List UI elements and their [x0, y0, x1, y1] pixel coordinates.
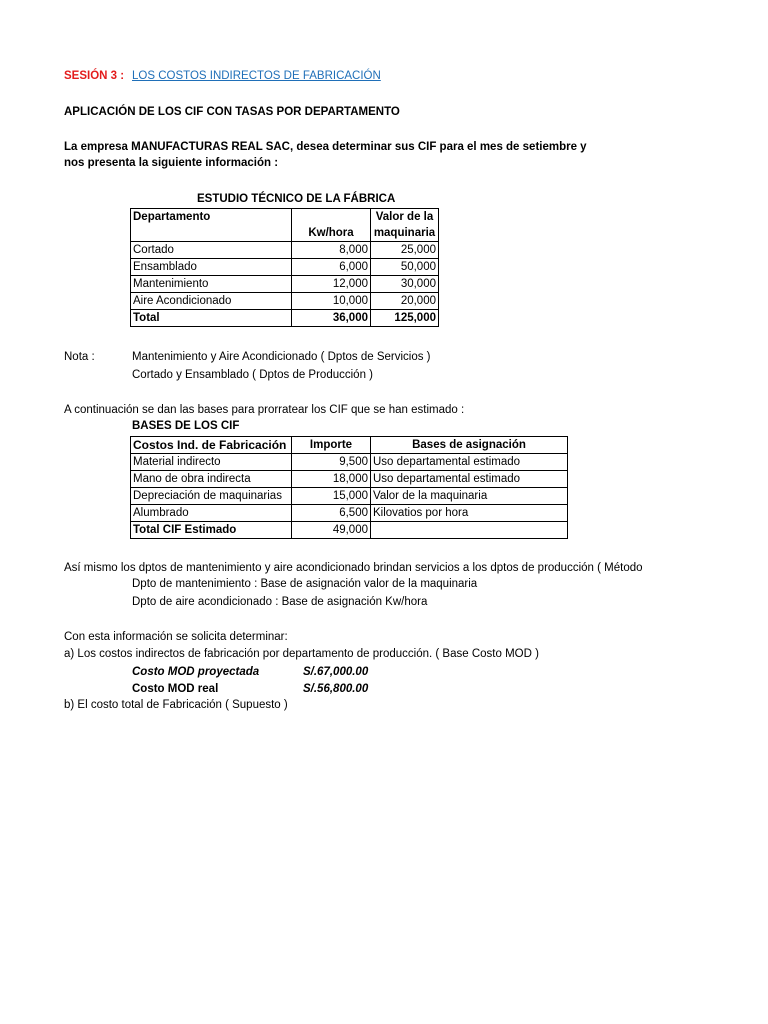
- cell-dept: Ensamblado: [131, 259, 292, 276]
- table-row: [131, 293, 439, 310]
- cell-dept: Aire Acondicionado: [131, 293, 292, 310]
- table-row: [131, 471, 568, 488]
- cell-bases: Uso departamental estimado: [371, 471, 568, 488]
- total-label: Total: [131, 310, 292, 327]
- asimismo-line-3: Dpto de aire acondicionado : Base de asignación Kw/hora: [132, 596, 428, 608]
- total-bases: [371, 522, 568, 539]
- table-row: [131, 242, 439, 259]
- cell-importe: 18,000: [292, 471, 371, 488]
- table-row: [131, 454, 568, 471]
- table-row: [131, 276, 439, 293]
- total-row: [131, 310, 439, 327]
- cell-valor: 30,000: [371, 276, 439, 293]
- cell-costos: Material indirecto: [131, 454, 292, 471]
- header-valor-2: maquinaria: [371, 225, 439, 242]
- total-label: Total CIF Estimado: [131, 522, 292, 539]
- cell-importe: 9,500: [292, 454, 371, 471]
- total-importe: 49,000: [292, 522, 371, 539]
- cell-costos: Depreciación de maquinarias: [131, 488, 292, 505]
- header-costos: Costos Ind. de Fabricación: [131, 437, 292, 454]
- page-subtitle: APLICACIÓN DE LOS CIF CON TASAS POR DEPARTAMENTO: [64, 106, 400, 118]
- cell-valor: 50,000: [371, 259, 439, 276]
- intro-line-1: La empresa MANUFACTURAS REAL SAC, desea determinar sus CIF para el mes de setiembre y: [64, 141, 587, 153]
- cell-valor: 20,000: [371, 293, 439, 310]
- mod-real-value: S/.56,800.00: [303, 683, 369, 695]
- cell-kw: 12,000: [292, 276, 371, 293]
- asimismo-line-2: Dpto de mantenimiento : Base de asignación valor de la maquinaria: [132, 578, 478, 590]
- total-kw: 36,000: [292, 310, 371, 327]
- cell-costos: Alumbrado: [131, 505, 292, 522]
- total-row: [131, 522, 568, 539]
- cell-kw: 6,000: [292, 259, 371, 276]
- solicita-item-b: b) El costo total de Fabricación ( Supuesto ): [64, 699, 288, 711]
- asimismo-line-1: Así mismo los dptos de mantenimiento y aire acondicionado brindan servicios a los dptos de producción ( Método: [64, 562, 643, 574]
- solicita-intro: Con esta información se solicita determinar:: [64, 631, 288, 643]
- cell-dept: Cortado: [131, 242, 292, 259]
- table-row: [131, 488, 568, 505]
- table-row: [131, 505, 568, 522]
- mod-proyectada-label: Costo MOD proyectada: [132, 666, 260, 678]
- cell-kw: 10,000: [292, 293, 371, 310]
- header-kw-hora: Kw/hora: [292, 225, 371, 242]
- header-importe: Importe: [292, 437, 371, 454]
- table2-title: BASES DE LOS CIF: [132, 420, 240, 432]
- session-title-link[interactable]: LOS COSTOS INDIRECTOS DE FABRICACIÓN: [132, 70, 381, 82]
- estudio-tecnico-table: [130, 208, 439, 327]
- header-valor-1: Valor de la: [371, 209, 439, 226]
- header-bases: Bases de asignación: [371, 437, 568, 454]
- cell-dept: Mantenimiento: [131, 276, 292, 293]
- intro-line-2: nos presenta la siguiente información :: [64, 157, 279, 169]
- nota-line-2: Cortado y Ensamblado ( Dptos de Producción ): [132, 369, 373, 381]
- cell-importe: 6,500: [292, 505, 371, 522]
- solicita-item-a: a) Los costos indirectos de fabricación por departamento de producción. ( Base Costo MOD ): [64, 648, 539, 660]
- cell-bases: Uso departamental estimado: [371, 454, 568, 471]
- table-row: [131, 259, 439, 276]
- cell-kw: 8,000: [292, 242, 371, 259]
- cell-bases: Kilovatios por hora: [371, 505, 568, 522]
- nota-label: Nota :: [64, 351, 95, 363]
- cell-bases: Valor de la maquinaria: [371, 488, 568, 505]
- cell-importe: 15,000: [292, 488, 371, 505]
- bases-cif-table: [130, 436, 568, 539]
- nota-line-1: Mantenimiento y Aire Acondicionado ( Dptos de Servicios ): [132, 351, 431, 363]
- mod-real-label: Costo MOD real: [132, 683, 219, 695]
- session-label: SESIÓN 3 :: [64, 70, 125, 82]
- header-departamento: Departamento: [131, 209, 292, 226]
- continuacion-text: A continuación se dan las bases para prorratear los CIF que se han estimado :: [64, 404, 465, 416]
- cell-valor: 25,000: [371, 242, 439, 259]
- cell-costos: Mano de obra indirecta: [131, 471, 292, 488]
- mod-proyectada-value: S/.67,000.00: [303, 666, 369, 678]
- total-valor: 125,000: [371, 310, 439, 327]
- table1-title: ESTUDIO TÉCNICO DE LA FÁBRICA: [197, 193, 396, 205]
